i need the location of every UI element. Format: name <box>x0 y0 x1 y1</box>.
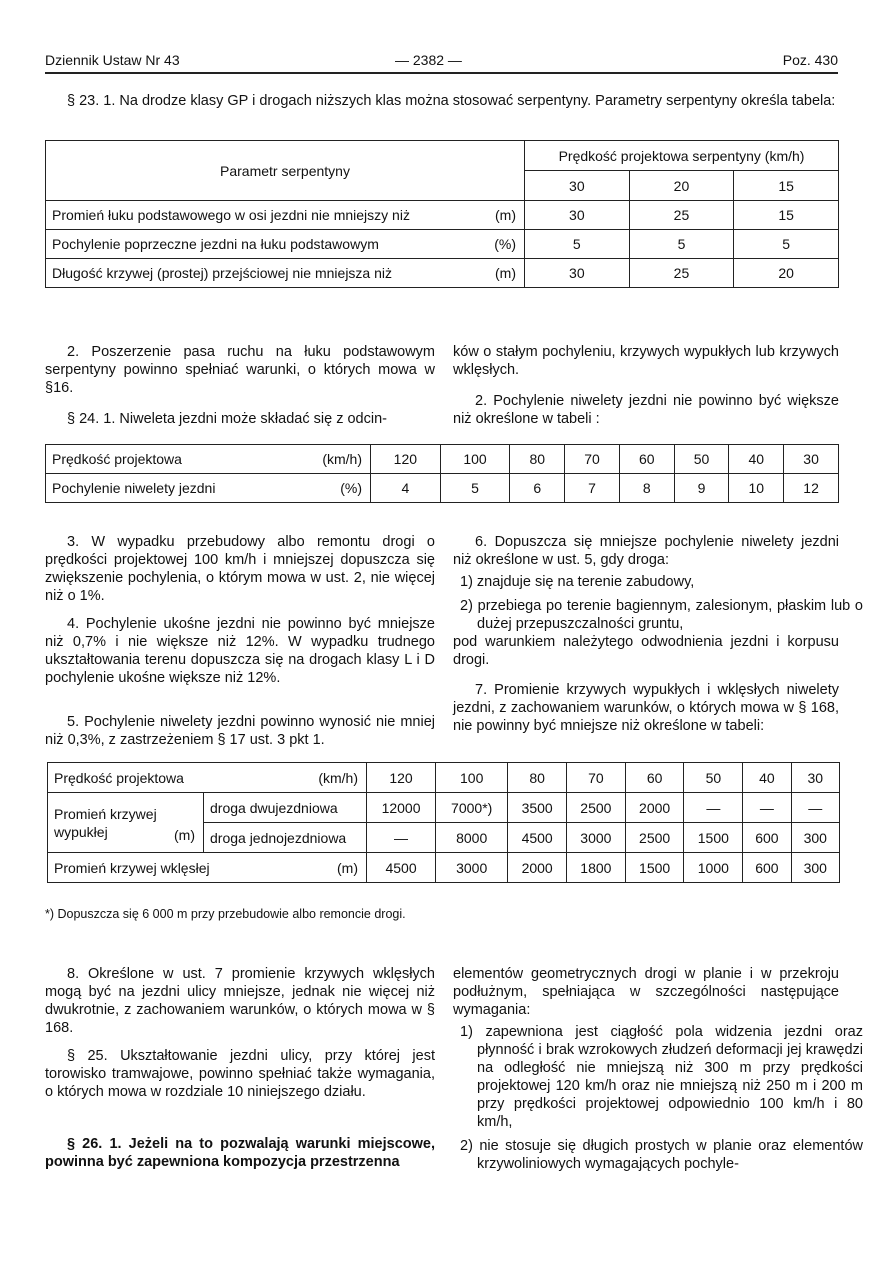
value-cell: 12000 <box>367 793 436 823</box>
paragraph-24-2: 2. Pochylenie niwelety jezdni nie powinno być większe niż określone w tabeli : <box>453 393 839 427</box>
value-cell: — <box>743 793 791 823</box>
value-cell: 1800 <box>567 853 626 883</box>
value-cell: 30 <box>784 445 839 474</box>
paragraph-24-3: 3. W wypadku przebudowy albo remontu drogi o prędkości projektowej 100 km/h i mniejszej dopuszcza się zwiększenie pochylenia, o którym mowa w ust. 2, nie więcej niż o 1%. <box>45 534 435 604</box>
value-cell: 2000 <box>625 793 684 823</box>
row-label: Promień krzywej wklęsłej <box>54 859 210 876</box>
page-number: — 2382 — <box>395 52 462 68</box>
value-cell: 30 <box>525 201 630 230</box>
speed-cell: 20 <box>629 171 734 201</box>
table-row <box>46 230 839 259</box>
row-label: Długość krzywej (prostej) przejściowej nie mniejsza niż <box>52 265 392 281</box>
table-row <box>46 445 839 474</box>
paragraph-24-1: § 24. 1. Niweleta jezdni może składać się z odcin- <box>67 411 387 427</box>
row-unit: (%) <box>340 480 362 496</box>
paragraph-24-8: 8. Określone w ust. 7 promienie krzywych wklęsłych mogą być na jezdni ulicy mniejsze, jednak nie więcej niż dwukrotnie, z zachowaniem warunków, o których mowa w § 168. <box>45 966 435 1036</box>
table-row <box>48 793 840 823</box>
speed-cell: 50 <box>684 763 743 793</box>
value-cell: 2500 <box>567 793 626 823</box>
value-cell: 7 <box>565 474 620 503</box>
footnote: *) Dopuszcza się 6 000 m przy przebudowie albo remoncie drogi. <box>45 907 406 921</box>
value-cell: 20 <box>734 259 839 288</box>
value-cell: 10 <box>729 474 784 503</box>
value-cell: 6 <box>510 474 565 503</box>
value-cell: 30 <box>525 259 630 288</box>
position-number: Poz. 430 <box>782 52 838 68</box>
paragraph-26-1-cont: elementów geometrycznych drogi w planie i w przekroju podłużnym, spełniająca w szczególności następujące wymagania: <box>453 966 839 1018</box>
sub-row-label: droga jednojezdniowa <box>204 823 367 853</box>
row-label: Prędkość projektowa <box>52 451 182 467</box>
value-cell: 50 <box>674 445 729 474</box>
speed-cell: 30 <box>791 763 839 793</box>
speed-cell: 40 <box>743 763 791 793</box>
value-cell: 25 <box>629 201 734 230</box>
value-cell: 8000 <box>436 823 508 853</box>
value-cell: 600 <box>743 823 791 853</box>
page-header <box>45 50 838 74</box>
value-cell: 40 <box>729 445 784 474</box>
row-label: Pochylenie niwelety jezdni <box>52 480 216 496</box>
value-cell: 600 <box>743 853 791 883</box>
value-cell: 25 <box>629 259 734 288</box>
row-unit: (%) <box>494 236 516 252</box>
value-cell: 60 <box>619 445 674 474</box>
speed-cell: 100 <box>436 763 508 793</box>
value-cell: 120 <box>371 445 441 474</box>
value-cell: 300 <box>791 823 839 853</box>
row-unit: (km/h) <box>318 769 358 786</box>
param-header: Parametr serpentyny <box>46 141 525 201</box>
value-cell: — <box>791 793 839 823</box>
value-cell: 5 <box>440 474 510 503</box>
sub-row-label: droga dwujezdniowa <box>204 793 367 823</box>
value-cell: 2000 <box>508 853 567 883</box>
paragraph-24-7: 7. Promienie krzywych wypukłych i wklęsłych niwelety jezdni, z zachowaniem warunków, o których mowa w § 168, nie powinny być mniejsze niż określone w tabeli: <box>453 682 839 734</box>
value-cell: 3000 <box>567 823 626 853</box>
paragraph-23-1: § 23. 1. Na drodze klasy GP i drogach niższych klas można stosować serpentyny. Parametry serpentyny określa tabela: <box>67 93 836 109</box>
row-unit: (m) <box>495 265 516 281</box>
value-cell: 2500 <box>625 823 684 853</box>
value-cell: 4 <box>371 474 441 503</box>
value-cell: 4500 <box>367 853 436 883</box>
value-cell: 300 <box>791 853 839 883</box>
gradient-table <box>45 444 839 503</box>
paragraph-24-4: 4. Pochylenie ukośne jezdni nie powinno być mniejsze niż 0,7% i nie większe niż 12%. W wypadku trudnego ukształtowania terenu dopuszcza się na drogach klasy L i D pochylenie ukośne większe niż 12%. <box>45 616 435 686</box>
speed-cell: 30 <box>525 171 630 201</box>
value-cell: 70 <box>565 445 620 474</box>
list-item: 1) znajduje się na terenie zabudowy, <box>460 574 695 590</box>
speed-cell: 80 <box>508 763 567 793</box>
value-cell: 5 <box>525 230 630 259</box>
value-cell: 3000 <box>436 853 508 883</box>
value-cell: 12 <box>784 474 839 503</box>
row-unit: (m) <box>174 827 195 843</box>
value-cell: 80 <box>510 445 565 474</box>
value-cell: 4500 <box>508 823 567 853</box>
paragraph-25: § 25. Ukształtowanie jezdni ulicy, przy której jest torowisko tramwajowe, powinno spełniać także wymagania, o których mowa w rozdziale 10 niniejszego działu. <box>45 1048 435 1100</box>
list-item: 1) zapewniona jest ciągłość pola widzenia jezdni oraz płynność i brak wzrokowych złudzeń deformacji jej krawędzi na odległość nie mniejszą niż 300 m przy prędkości projektowej 120 km/h oraz nie mniejszą niż 250 m i 200 m przy prędkości projektowej odpowiednio 100 km/h i 80 km/h, <box>460 1024 863 1130</box>
table-row <box>46 259 839 288</box>
value-cell: 15 <box>734 201 839 230</box>
list-item: 2) przebiega po terenie bagiennym, zalesionym, płaskim lub o dużej przepuszczalności gruntu, <box>460 598 863 632</box>
row-unit: (m) <box>337 859 358 876</box>
serpentine-table <box>45 140 839 288</box>
table-row <box>46 474 839 503</box>
paragraph-24-5: 5. Pochylenie niwelety jezdni powinno wynosić nie mniej niż 0,3%, z zastrzeżeniem § 17 ust. 3 pkt 1. <box>45 714 435 748</box>
paragraph-26-1: § 26. 1. Jeżeli na to pozwalają warunki miejscowe, powinna być zapewniona kompozycja przestrzenna <box>45 1136 435 1170</box>
value-cell: 5 <box>629 230 734 259</box>
row-unit: (km/h) <box>322 451 362 467</box>
table-row <box>46 201 839 230</box>
list-item: 2) nie stosuje się długich prostych w planie oraz elementów krzywoliniowych wymagających pochyle- <box>460 1138 863 1172</box>
value-cell: 7000*) <box>436 793 508 823</box>
speed-cell: 120 <box>367 763 436 793</box>
value-cell: 1500 <box>684 823 743 853</box>
paragraph-23-2: 2. Poszerzenie pasa ruchu na łuku podstawowym serpentyny powinno spełniać warunki, o których mowa w §16. <box>45 344 435 396</box>
speed-cell: 15 <box>734 171 839 201</box>
value-cell: 9 <box>674 474 729 503</box>
value-cell: — <box>367 823 436 853</box>
value-cell: — <box>684 793 743 823</box>
row-label: Promień łuku podstawowego w osi jezdni nie mniejszy niż <box>52 207 410 223</box>
curve-radius-table <box>47 762 840 883</box>
speed-cell: 70 <box>567 763 626 793</box>
table-row <box>48 853 840 883</box>
value-cell: 1500 <box>625 853 684 883</box>
row-label: Prędkość projektowa <box>54 769 184 786</box>
speed-cell: 60 <box>625 763 684 793</box>
value-cell: 100 <box>440 445 510 474</box>
row-unit: (m) <box>495 207 516 223</box>
row-label: Pochylenie poprzeczne jezdni na łuku podstawowym <box>52 236 379 252</box>
speed-header: Prędkość projektowa serpentyny (km/h) <box>525 141 839 171</box>
table-row <box>48 763 840 793</box>
row-label: Promień krzywej wypukłej <box>54 805 157 840</box>
value-cell: 8 <box>619 474 674 503</box>
paragraph-24-6-end: pod warunkiem należytego odwodnienia jezdni i korpusu drogi. <box>453 634 839 668</box>
value-cell: 1000 <box>684 853 743 883</box>
value-cell: 3500 <box>508 793 567 823</box>
paragraph-24-6: 6. Dopuszcza się mniejsze pochylenie niwelety jezdni niż określone w ust. 5, gdy droga: <box>453 534 839 568</box>
value-cell: 5 <box>734 230 839 259</box>
paragraph-24-1-cont: ków o stałym pochyleniu, krzywych wypukłych lub krzywych wklęsłych. <box>453 344 839 378</box>
journal-title: Dziennik Ustaw Nr 43 <box>45 52 180 68</box>
